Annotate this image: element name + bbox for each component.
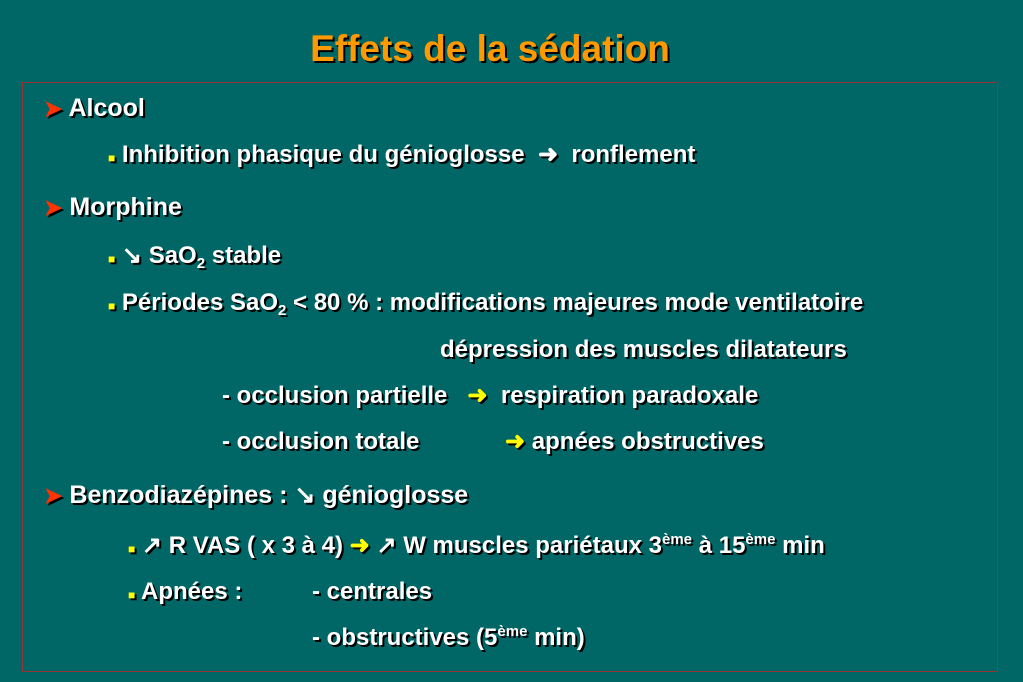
sao2-suffix: stable (211, 242, 282, 269)
arrowhead-bullet-icon: ➤ (44, 483, 63, 508)
square-bullet-icon: ■ (128, 588, 136, 602)
rvas-text: R VAS ( x 3 à 4) (168, 532, 343, 559)
w-muscles-text: W muscles pariétaux 3 (403, 532, 662, 559)
arrowhead-bullet-icon: ➤ (44, 195, 63, 220)
obstructives-suffix: min) (534, 624, 585, 651)
bullet-benzodiazepines (44, 483, 468, 508)
inhibition-text: Inhibition phasique du génioglosse (121, 141, 525, 168)
sao2-subscript: 2 (196, 255, 206, 272)
benzo-label: Benzodiazépines : (69, 481, 288, 509)
up-right-arrow-icon: ↗ (141, 532, 163, 559)
right-arrow-icon: ➜ (349, 532, 370, 559)
square-bullet-icon: ■ (108, 299, 116, 313)
occlusion-partielle-text: - occlusion partielle (222, 382, 448, 409)
occlusion-totale-line (222, 430, 419, 454)
down-right-arrow-icon: ↘ (294, 481, 316, 509)
morphine-label: Morphine (69, 193, 182, 221)
square-bullet-icon: ■ (108, 252, 116, 266)
occlusion-totale-text: - occlusion totale (222, 428, 420, 455)
occlusion-partielle-line (222, 384, 758, 408)
right-arrow-icon: ➜ (537, 141, 559, 168)
page-title: Effets de la sédation (310, 28, 670, 69)
sub-item-inhibition (108, 143, 695, 167)
apnees-label: Apnées : (141, 578, 243, 605)
centrales-line: - centrales (312, 578, 433, 605)
right-arrow-icon: ➜ (505, 428, 526, 455)
respiration-text: respiration paradoxale (500, 382, 759, 409)
superscript-eme: ème (497, 623, 528, 640)
obstructives-prefix: - obstructives (5 (312, 624, 498, 651)
bullet-alcool (44, 96, 145, 121)
sub-item-periodes (108, 289, 864, 319)
min-text: min (782, 532, 825, 559)
sub-item-rvas (128, 531, 825, 559)
square-bullet-icon: ■ (108, 151, 116, 165)
periodes-prefix: Périodes SaO (121, 289, 278, 316)
sub-item-apnees (128, 580, 242, 604)
right-arrow-icon: ➜ (467, 382, 488, 409)
depression-line: dépression des muscles dilatateurs (440, 336, 847, 363)
periodes-suffix: < 80 % : modifications majeures mode ventilatoire (293, 289, 864, 316)
sao2-prefix: SaO (148, 242, 197, 269)
arrowhead-bullet-icon: ➤ (44, 96, 63, 121)
a15-text: à 15 (698, 532, 746, 559)
periodes-subscript: 2 (278, 302, 287, 319)
down-right-arrow-icon: ↘ (121, 242, 143, 269)
superscript-eme: ème (662, 531, 693, 548)
ronflement-text: ronflement (571, 141, 696, 168)
alcool-label: Alcool (68, 94, 145, 122)
bullet-morphine (44, 195, 182, 220)
sub-item-sao2-stable (108, 242, 282, 272)
up-right-arrow-icon: ↗ (376, 532, 397, 559)
square-bullet-icon: ■ (128, 542, 136, 556)
superscript-eme: ème (745, 531, 776, 548)
genioglosse-text: génioglosse (322, 481, 469, 509)
obstructives-line (312, 623, 585, 651)
apnees-obstructives-text: apnées obstructives (531, 428, 764, 455)
apnees-obstructives-line (505, 430, 764, 454)
